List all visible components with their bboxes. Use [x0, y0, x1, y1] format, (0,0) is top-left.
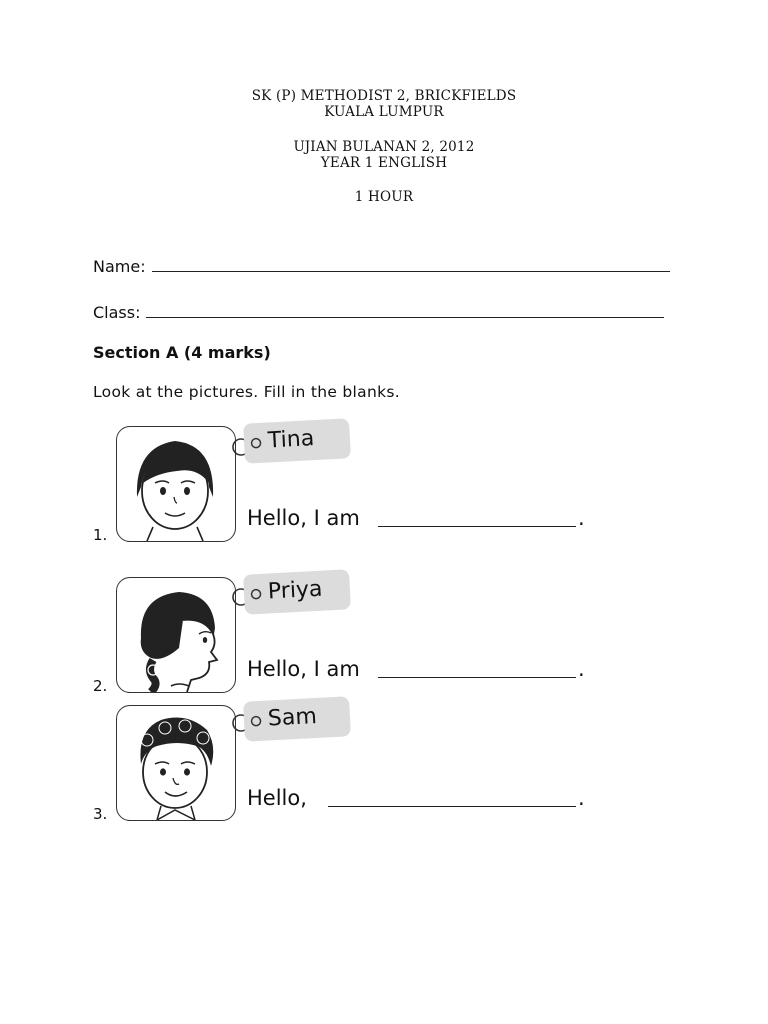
full-stop: . — [578, 506, 585, 530]
boy-picture — [116, 705, 236, 821]
tag-label: Tina — [267, 426, 315, 454]
full-stop: . — [578, 657, 585, 681]
question-number: 1. — [93, 526, 108, 544]
class-label: Class: — [93, 303, 141, 322]
name-field[interactable] — [93, 257, 670, 276]
school-name: SK (P) METHODIST 2, BRICKFIELDS — [251, 88, 517, 104]
question-number: 2. — [93, 677, 108, 695]
girl-profile-picture — [116, 577, 236, 693]
answer-blank[interactable] — [378, 676, 576, 678]
city: KUALA LUMPUR — [324, 104, 444, 120]
tag-label: Priya — [267, 576, 324, 605]
girl-face-icon — [117, 427, 235, 541]
boy-face-icon — [117, 706, 235, 820]
sentence-text: Hello, — [247, 786, 307, 810]
tag-hole-icon — [250, 437, 263, 450]
answer-blank[interactable] — [378, 525, 576, 527]
exam-title: UJIAN BULANAN 2, 2012 — [293, 139, 475, 155]
name-label: Name: — [93, 257, 146, 276]
full-stop: . — [578, 786, 585, 810]
tag-hole-icon — [250, 588, 263, 601]
duration: 1 HOUR — [354, 189, 414, 205]
section-title: Section A (4 marks) — [93, 343, 271, 362]
instruction: Look at the pictures. Fill in the blanks. — [93, 383, 400, 401]
tag-label: Sam — [267, 703, 318, 732]
girl-profile-icon — [117, 578, 235, 692]
subject: YEAR 1 ENGLISH — [320, 155, 448, 171]
question-number: 3. — [93, 805, 108, 823]
class-line[interactable] — [146, 316, 664, 318]
sentence-text: Hello, I am — [247, 506, 360, 530]
name-line[interactable] — [152, 270, 670, 272]
name-tag-tina — [243, 418, 351, 463]
answer-blank[interactable] — [328, 805, 576, 807]
girl-picture — [116, 426, 236, 542]
tag-hole-icon — [250, 715, 263, 728]
class-field[interactable] — [93, 303, 664, 322]
sentence-text: Hello, I am — [247, 657, 360, 681]
name-tag-sam — [243, 696, 351, 741]
name-tag-priya — [243, 569, 351, 614]
